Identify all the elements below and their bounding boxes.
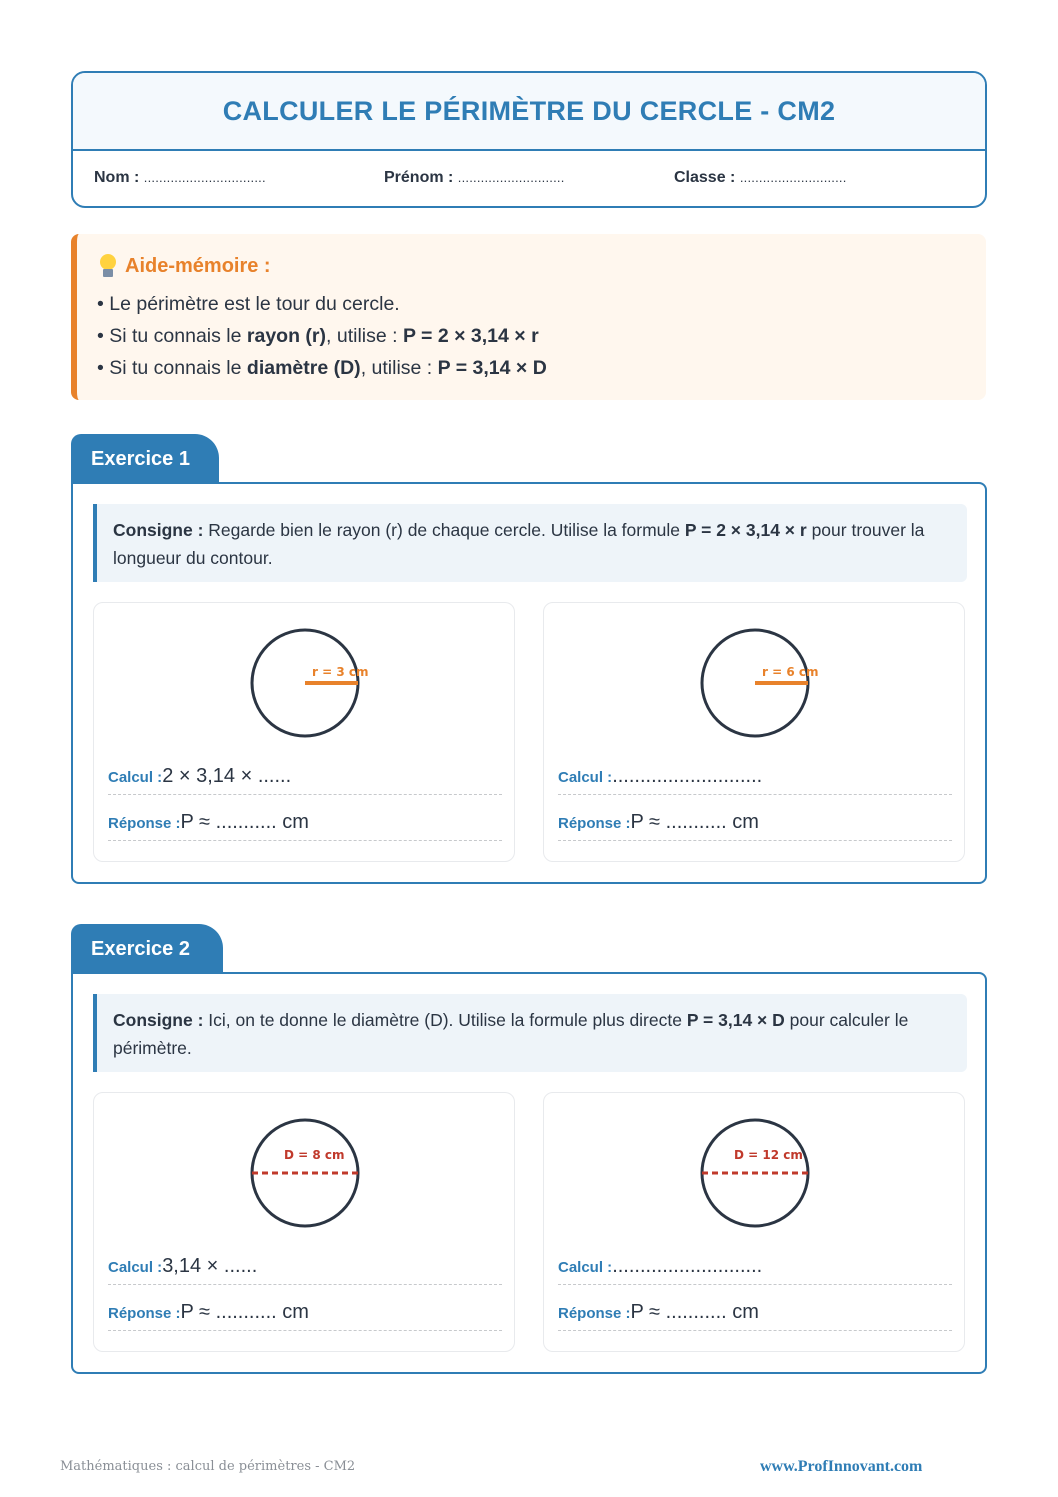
classe-blank: ............................ [739, 170, 847, 185]
nom-field[interactable] [94, 169, 266, 187]
exercice-1-card-1 [93, 602, 515, 862]
reponse-label: Réponse :P ≈ ........... cm [108, 1301, 309, 1323]
nom-label: Nom : [94, 169, 140, 186]
nom-blank: ................................ [143, 170, 266, 185]
aide-item-1: • Le périmètre est le tour du cercle. [97, 293, 400, 315]
aide-memoire-title: Aide-mémoire : [125, 254, 271, 277]
reponse-label: Réponse :P ≈ ........... cm [558, 1301, 759, 1323]
reponse-value: P ≈ ........... cm [630, 1301, 759, 1323]
page-title: CALCULER LE PÉRIMÈTRE DU CERCLE - CM2 [222, 95, 836, 126]
reponse-value: P ≈ ........... cm [630, 811, 759, 833]
prenom-field[interactable] [384, 169, 565, 187]
diameter-label: D = 12 cm [734, 1148, 803, 1162]
reponse-label: Réponse :P ≈ ........... cm [558, 811, 759, 833]
calcul-value: 3,14 × ...... [162, 1255, 258, 1277]
radius-label: r = 6 cm [762, 665, 819, 679]
exercice-1-tab: Exercice 1 [71, 434, 219, 484]
diameter-label: D = 8 cm [284, 1148, 345, 1162]
aide-memoire-box [71, 234, 986, 400]
title-banner [73, 73, 985, 151]
circle-diagram [94, 603, 516, 753]
reponse-value: P ≈ ........... cm [180, 811, 309, 833]
exercice-1-consigne: Consigne : Regarde bien le rayon (r) de chaque cercle. Utilise la formule P = 2 × 3,14 × r pour trouver la longueur du contour. [93, 504, 967, 582]
calcul-label: Calcul :2 × 3,14 × ...... [108, 765, 292, 787]
reponse-answer-line[interactable] [558, 840, 952, 841]
footer-website-link[interactable]: www.ProfInnovant.com [760, 1458, 923, 1475]
exercice-1-box [71, 482, 987, 884]
exercice-2-consigne: Consigne : Ici, on te donne le diamètre (D). Utilise la formule plus directe P = 3,14 × D pour calculer le périmètre. [93, 994, 967, 1072]
aide-item-3: • Si tu connais le diamètre (D), utilise : P = 3,14 × D [97, 357, 547, 379]
calcul-value: ........................... [612, 765, 763, 787]
lightbulb-icon [99, 254, 117, 278]
aide-item-2: • Si tu connais le rayon (r), utilise : P = 2 × 3,14 × r [97, 325, 539, 347]
aide-memoire-heading [99, 254, 271, 278]
reponse-answer-line[interactable] [108, 840, 502, 841]
worksheet-header [71, 71, 987, 208]
calcul-value: 2 × 3,14 × ...... [162, 765, 292, 787]
calcul-answer-line[interactable] [558, 794, 952, 795]
calcul-value: ........................... [612, 1255, 763, 1277]
exercice-2-card-2 [543, 1092, 965, 1352]
exercice-2-box [71, 972, 987, 1374]
calcul-answer-line[interactable] [108, 794, 502, 795]
classe-label: Classe : [674, 169, 736, 186]
circle-diagram [544, 1093, 966, 1243]
prenom-label: Prénom : [384, 169, 454, 186]
circle-diagram [94, 1093, 516, 1243]
student-info-row [73, 151, 985, 206]
exercice-2-tab: Exercice 2 [71, 924, 223, 974]
exercice-1-card-2 [543, 602, 965, 862]
calcul-label: Calcul :3,14 × ...... [108, 1255, 258, 1277]
exercice-2-card-1 [93, 1092, 515, 1352]
reponse-label: Réponse :P ≈ ........... cm [108, 811, 309, 833]
reponse-value: P ≈ ........... cm [180, 1301, 309, 1323]
prenom-blank: ............................ [457, 170, 565, 185]
footer-subject: Mathématiques : calcul de périmètres - CM2 [60, 1459, 356, 1474]
radius-label: r = 3 cm [312, 665, 369, 679]
calcul-answer-line[interactable] [558, 1284, 952, 1285]
calcul-label: Calcul :........................... [558, 765, 763, 787]
circle-diagram [544, 603, 966, 753]
classe-field[interactable] [674, 169, 847, 187]
calcul-answer-line[interactable] [108, 1284, 502, 1285]
reponse-answer-line[interactable] [108, 1330, 502, 1331]
calcul-label: Calcul :........................... [558, 1255, 763, 1277]
reponse-answer-line[interactable] [558, 1330, 952, 1331]
